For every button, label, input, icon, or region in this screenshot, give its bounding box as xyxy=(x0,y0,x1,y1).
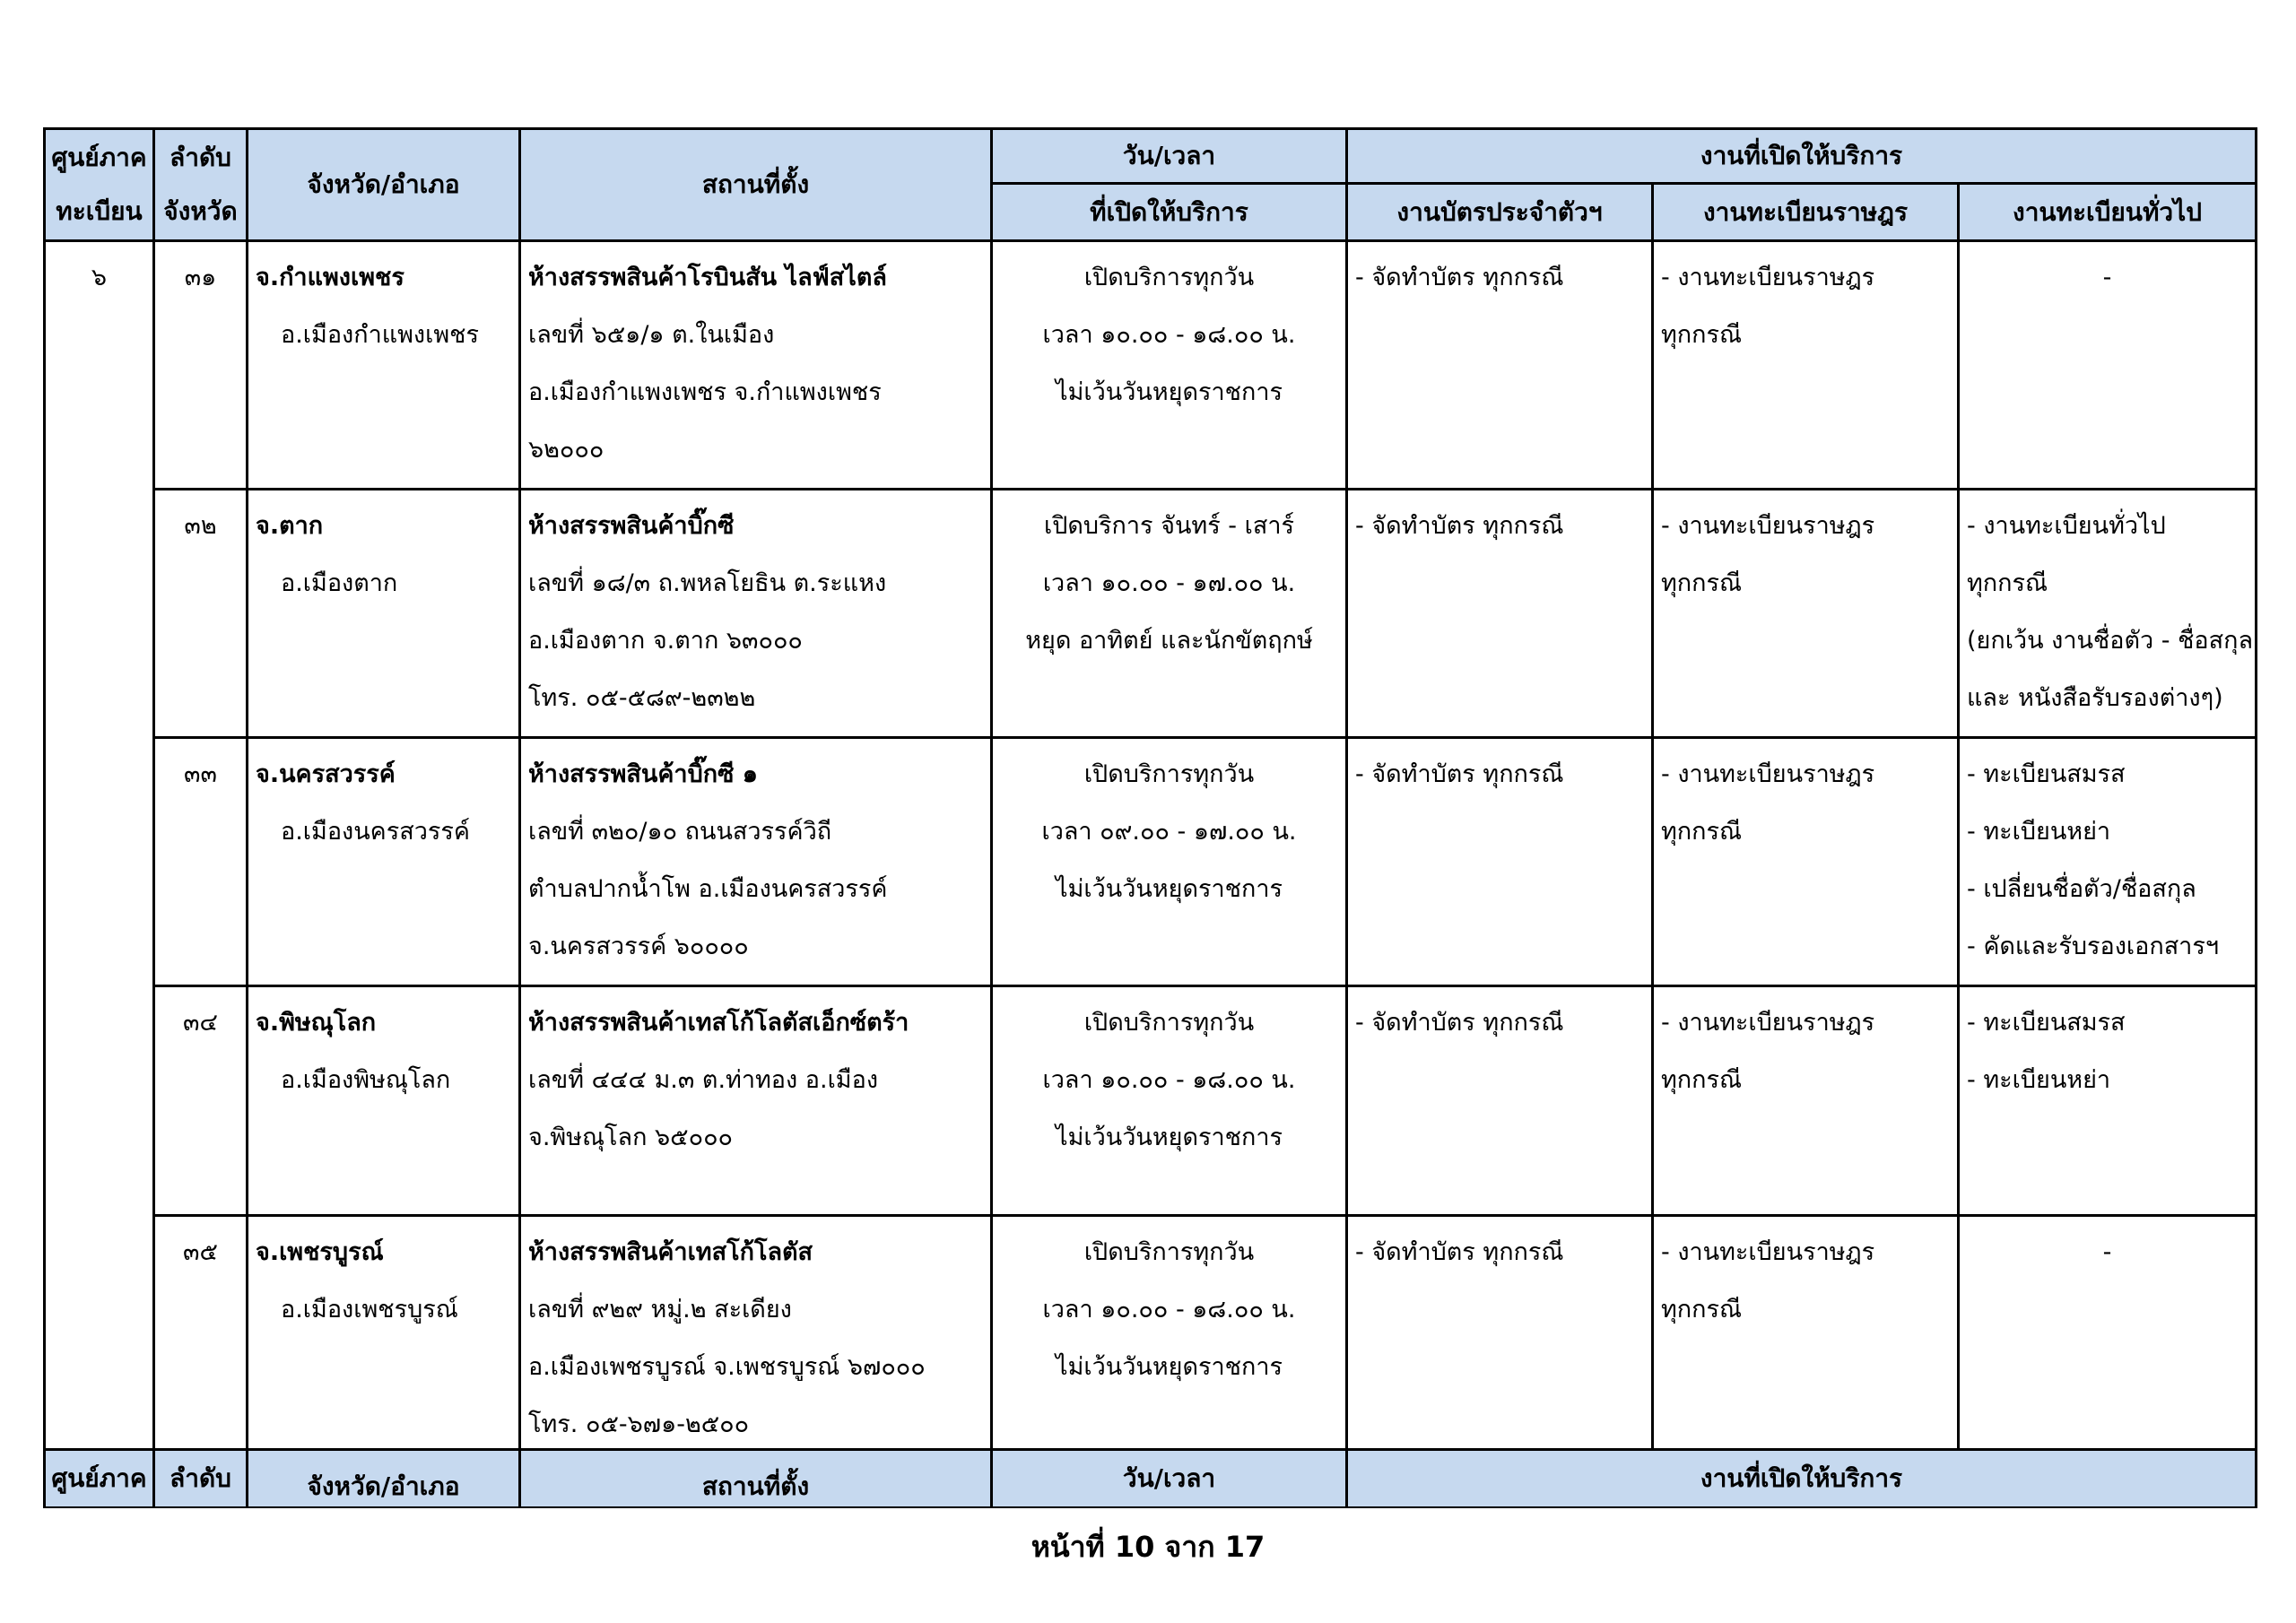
text-line: ทุกกรณี xyxy=(1661,1066,1743,1094)
order-number: ๓๑ xyxy=(184,264,217,291)
text-line: โทร. ๐๕-๕๘๙-๒๓๒๒ xyxy=(528,684,756,712)
table-row xyxy=(45,490,2257,738)
service-locations-table xyxy=(43,127,2257,1465)
header-services: งานที่เปิดให้บริการ xyxy=(1347,129,2257,184)
order-cell xyxy=(154,490,248,738)
order-cell xyxy=(154,986,248,1216)
province-name: จ.กำแพงเพชร xyxy=(256,264,404,291)
time-cell xyxy=(992,986,1347,1216)
header-time-sub: ที่เปิดให้บริการ xyxy=(992,184,1347,241)
district-name: อ.เมืองเพชรบูรณ์ xyxy=(281,1296,458,1324)
cont-header-order: ลำดับ xyxy=(154,1450,248,1508)
location-cell xyxy=(520,986,992,1216)
order-cell xyxy=(154,241,248,490)
text-line: - งานทะเบียนทั่วไป xyxy=(1967,512,2166,540)
province-cell xyxy=(248,986,520,1216)
svc-id-cell xyxy=(1347,738,1653,986)
text-line: - คัดและรับรองเอกสารฯ xyxy=(1967,933,2220,960)
text-line: เลขที่ ๑๘/๓ ถ.พหลโยธิน ต.ระแหง xyxy=(528,569,887,597)
header-svc-id: งานบัตรประจำตัวฯ xyxy=(1347,184,1653,241)
text-line: ทุกกรณี xyxy=(1661,1296,1743,1324)
text-line: ไม่เว้นวันหยุดราชการ xyxy=(1056,1353,1283,1381)
place-name: ห้างสรรพสินค้าเทสโก้โลตัสเอ็กซ์ตร้า xyxy=(528,1009,909,1037)
text-line: - งานทะเบียนราษฎร xyxy=(1661,264,1875,291)
cont-header-province: จังหวัด/อำเภอ xyxy=(248,1450,520,1508)
svc-civil-cell xyxy=(1653,490,1959,738)
text-line: - จัดทำบัตร ทุกกรณี xyxy=(1355,512,1564,540)
text-line: เวลา ๑๐.๐๐ - ๑๘.๐๐ น. xyxy=(1042,1066,1296,1094)
svc-civil-cell xyxy=(1653,1216,1959,1464)
text-line: เปิดบริการทุกวัน xyxy=(1083,1009,1255,1037)
time-cell xyxy=(992,490,1347,738)
header-svc-civil: งานทะเบียนราษฎร xyxy=(1653,184,1959,241)
table-row xyxy=(45,1216,2257,1464)
text-line: - จัดทำบัตร ทุกกรณี xyxy=(1355,1009,1564,1037)
text-line: และ หนังสือรับรองต่างๆ) xyxy=(1967,684,2223,712)
text-line: - เปลี่ยนชื่อตัว/ชื่อสกุล xyxy=(1967,875,2196,903)
header-order: ลำดับ จังหวัด xyxy=(154,129,248,241)
text-line: (ยกเว้น งานชื่อตัว - ชื่อสกุล xyxy=(1967,627,2253,655)
text-line: เลขที่ ๙๒๙ หมู่.๒ สะเดียง xyxy=(528,1296,792,1324)
svc-id-cell xyxy=(1347,241,1653,490)
text-line: เปิดบริการ จันทร์ - เสาร์ xyxy=(1044,512,1294,540)
location-cell xyxy=(520,738,992,986)
text-line: ไม่เว้นวันหยุดราชการ xyxy=(1056,875,1283,903)
text-line: เวลา ๑๐.๐๐ - ๑๘.๐๐ น. xyxy=(1042,1296,1296,1324)
text-line: - งานทะเบียนราษฎร xyxy=(1661,1238,1875,1266)
text-line: ไม่เว้นวันหยุดราชการ xyxy=(1056,1124,1283,1151)
location-cell xyxy=(520,1216,992,1464)
order-number: ๓๒ xyxy=(184,512,217,540)
svc-civil-cell xyxy=(1653,986,1959,1216)
location-cell xyxy=(520,241,992,490)
text-line: ๖๒๐๐๐ xyxy=(528,436,604,464)
order-number: ๓๔ xyxy=(183,1009,218,1037)
text-line: - งานทะเบียนราษฎร xyxy=(1661,512,1875,540)
place-name: ห้างสรรพสินค้าโรบินสัน ไลฟ์สไตล์ xyxy=(528,264,887,291)
order-number: ๓๕ xyxy=(183,1238,218,1266)
table-row xyxy=(45,738,2257,986)
order-number: ๓๓ xyxy=(184,760,217,788)
svc-id-cell xyxy=(1347,1216,1653,1464)
text-line: - จัดทำบัตร ทุกกรณี xyxy=(1355,760,1564,788)
text-line: เลขที่ ๔๔๔ ม.๓ ต.ท่าทอง อ.เมือง xyxy=(528,1066,878,1094)
zone-cell xyxy=(45,241,154,1464)
province-cell xyxy=(248,490,520,738)
province-name: จ.นครสวรรค์ xyxy=(256,760,396,788)
page-footer: หน้าที่ 10 จาก 17 xyxy=(1031,1530,1265,1564)
cont-header-zone: ศูนย์ภาค xyxy=(45,1450,154,1508)
header-svc-general: งานทะเบียนทั่วไป xyxy=(1959,184,2257,241)
text-line: จ.พิษณุโลก ๖๕๐๐๐ xyxy=(528,1124,734,1151)
time-cell xyxy=(992,241,1347,490)
province-cell xyxy=(248,241,520,490)
text-line: ทุกกรณี xyxy=(1661,321,1743,349)
header-province: จังหวัด/อำเภอ xyxy=(248,129,520,241)
text-line: ทุกกรณี xyxy=(1661,569,1743,597)
header-zone: ศูนย์ภาค ทะเบียน xyxy=(45,129,154,241)
text-line: อ.เมืองกำแพงเพชร จ.กำแพงเพชร xyxy=(528,378,882,406)
text-line: เวลา ๐๙.๐๐ - ๑๗.๐๐ น. xyxy=(1041,818,1297,846)
text-line: เลขที่ ๓๒๐/๑๐ ถนนสวรรค์วิถี xyxy=(528,818,832,846)
svc-id-cell xyxy=(1347,986,1653,1216)
zone-number: ๖ xyxy=(91,264,108,291)
time-cell xyxy=(992,738,1347,986)
table-row xyxy=(45,986,2257,1216)
text-line: - ทะเบียนหย่า xyxy=(1967,818,2111,846)
cont-header-services: งานที่เปิดให้บริการ xyxy=(1347,1450,2257,1508)
svc-general-cell xyxy=(1959,1216,2257,1464)
location-cell xyxy=(520,490,992,738)
text-line: - xyxy=(2102,1238,2112,1266)
order-cell xyxy=(154,1216,248,1464)
continued-table-header xyxy=(43,1448,2257,1509)
province-name: จ.พิษณุโลก xyxy=(256,1009,377,1037)
text-line: เปิดบริการทุกวัน xyxy=(1083,264,1255,291)
text-line: ตำบลปากน้ำโพ อ.เมืองนครสวรรค์ xyxy=(528,875,888,903)
text-line: - ทะเบียนสมรส xyxy=(1967,760,2126,788)
text-line: หยุด อาทิตย์ และนักขัตฤกษ์ xyxy=(1025,627,1313,655)
text-line: ทุกกรณี xyxy=(1661,818,1743,846)
province-name: จ.เพชรบูรณ์ xyxy=(256,1238,384,1266)
table-row xyxy=(45,241,2257,490)
text-line: โทร. ๐๕-๖๗๑-๒๕๐๐ xyxy=(528,1410,750,1438)
svc-general-cell xyxy=(1959,241,2257,490)
svc-id-cell xyxy=(1347,490,1653,738)
text-line: ทุกกรณี xyxy=(1967,569,2048,597)
text-line: เวลา ๑๐.๐๐ - ๑๗.๐๐ น. xyxy=(1042,569,1296,597)
svc-general-cell xyxy=(1959,738,2257,986)
text-line: เวลา ๑๐.๐๐ - ๑๘.๐๐ น. xyxy=(1042,321,1296,349)
svc-civil-cell xyxy=(1653,241,1959,490)
place-name: ห้างสรรพสินค้าเทสโก้โลตัส xyxy=(528,1238,813,1266)
text-line: เลขที่ ๖๕๑/๑ ต.ในเมือง xyxy=(528,321,775,349)
province-cell xyxy=(248,738,520,986)
header-location: สถานที่ตั้ง xyxy=(520,129,992,241)
text-line: จ.นครสวรรค์ ๖๐๐๐๐ xyxy=(528,933,749,960)
svc-general-cell xyxy=(1959,490,2257,738)
province-cell xyxy=(248,1216,520,1464)
province-name: จ.ตาก xyxy=(256,512,324,540)
cont-header-location: สถานที่ตั้ง xyxy=(520,1450,992,1508)
text-line: อ.เมืองเพชรบูรณ์ จ.เพชรบูรณ์ ๖๗๐๐๐ xyxy=(528,1353,926,1381)
text-line: - ทะเบียนสมรส xyxy=(1967,1009,2126,1037)
district-name: อ.เมืองกำแพงเพชร xyxy=(281,321,479,349)
district-name: อ.เมืองนครสวรรค์ xyxy=(281,818,470,846)
text-line: - ทะเบียนหย่า xyxy=(1967,1066,2111,1094)
text-line: - จัดทำบัตร ทุกกรณี xyxy=(1355,264,1564,291)
text-line: ไม่เว้นวันหยุดราชการ xyxy=(1056,378,1283,406)
place-name: ห้างสรรพสินค้าบิ๊กซี xyxy=(528,512,735,540)
district-name: อ.เมืองพิษณุโลก xyxy=(281,1066,451,1094)
text-line: - งานทะเบียนราษฎร xyxy=(1661,760,1875,788)
svc-civil-cell xyxy=(1653,738,1959,986)
text-line: - จัดทำบัตร ทุกกรณี xyxy=(1355,1238,1564,1266)
time-cell xyxy=(992,1216,1347,1464)
district-name: อ.เมืองตาก xyxy=(281,569,398,597)
header-time: วัน/เวลา xyxy=(992,129,1347,184)
text-line: เปิดบริการทุกวัน xyxy=(1083,1238,1255,1266)
svc-general-cell xyxy=(1959,986,2257,1216)
order-cell xyxy=(154,738,248,986)
text-line: - xyxy=(2102,264,2112,291)
text-line: - งานทะเบียนราษฎร xyxy=(1661,1009,1875,1037)
cont-header-time: วัน/เวลา xyxy=(992,1450,1347,1508)
place-name: ห้างสรรพสินค้าบิ๊กซี ๑ xyxy=(528,760,758,788)
text-line: เปิดบริการทุกวัน xyxy=(1083,760,1255,788)
text-line: อ.เมืองตาก จ.ตาก ๖๓๐๐๐ xyxy=(528,627,803,655)
